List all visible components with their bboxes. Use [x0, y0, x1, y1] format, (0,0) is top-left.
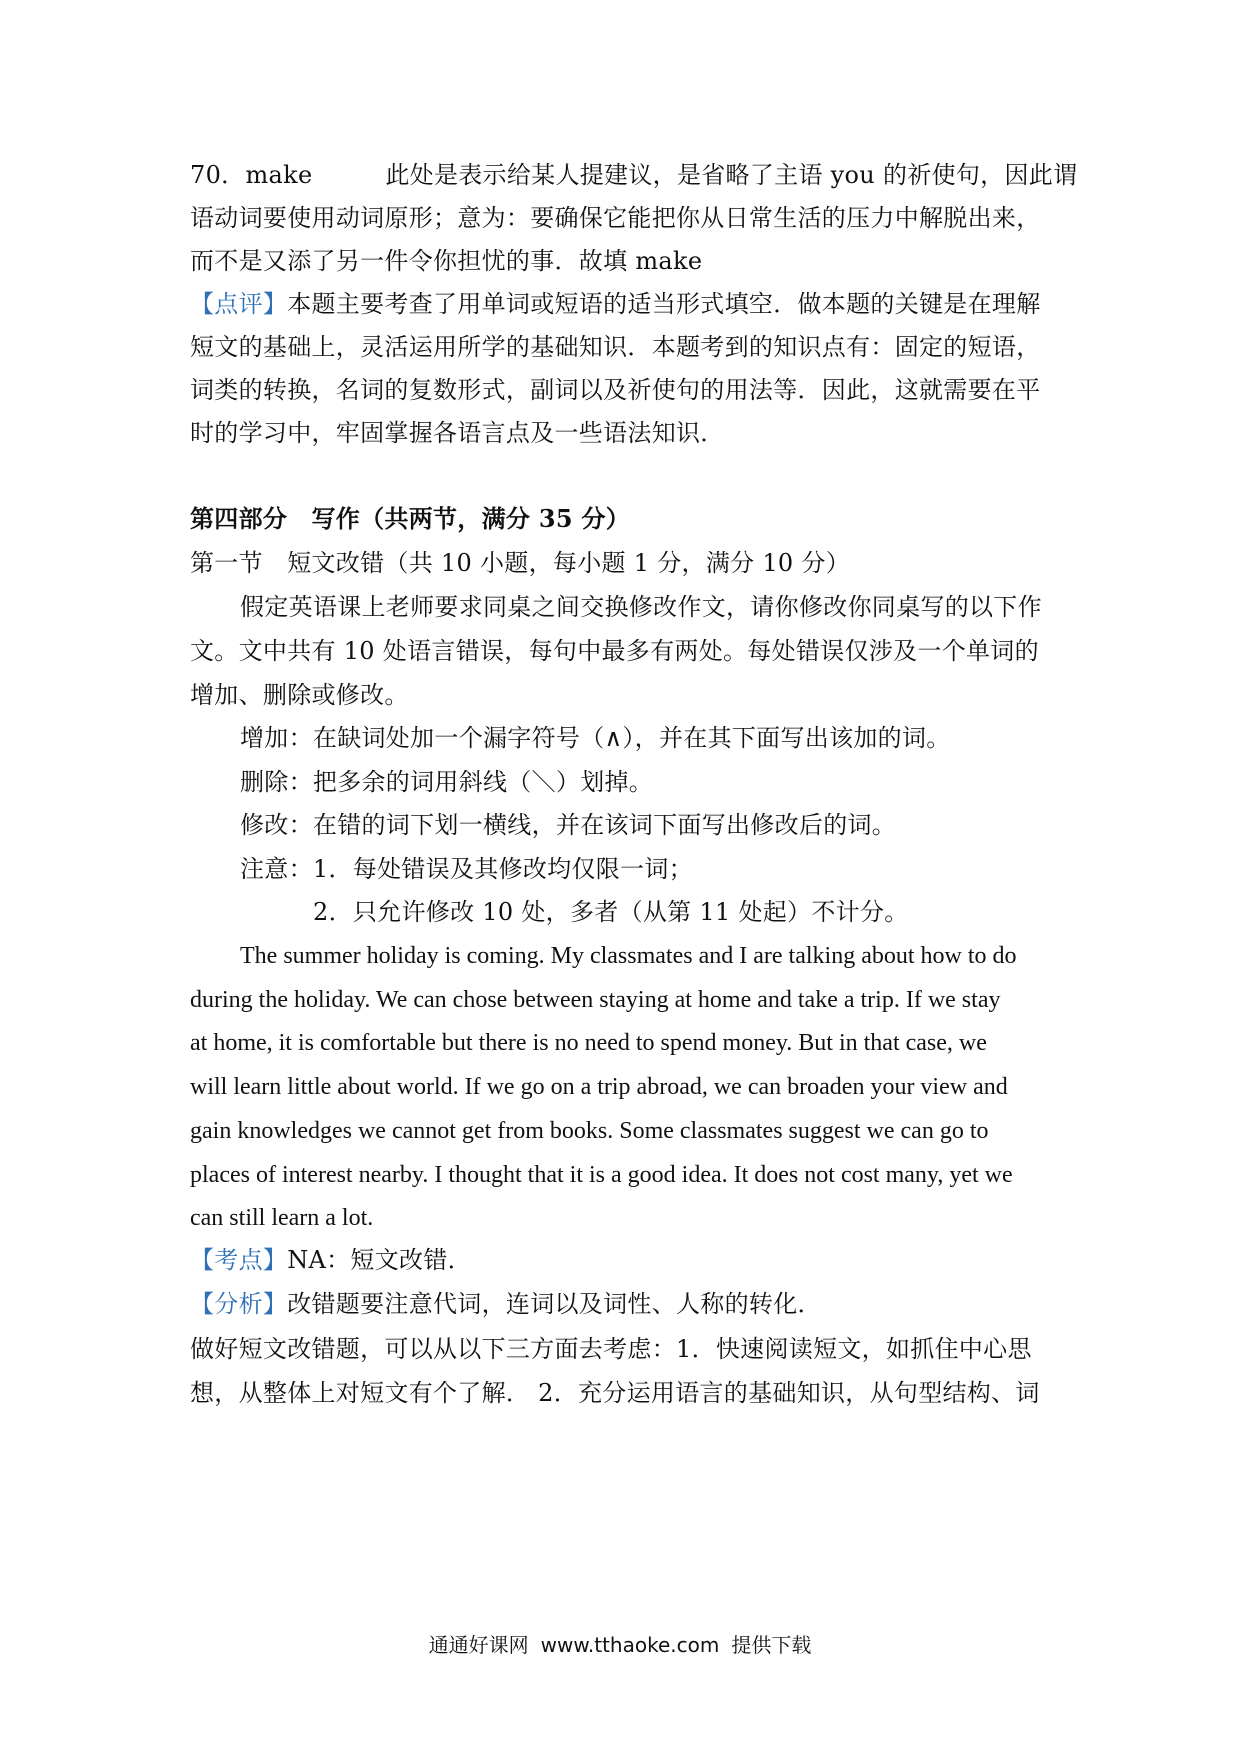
- note-line-1: 注意：1．每处错误及其修改均仅限一词；: [240, 855, 693, 883]
- passage-line-1: The summer holiday is coming. My classmates and I are talking about how to do: [240, 943, 1017, 969]
- q70-line-3: 而不是又添了另一件令你担忧的事．故填 make: [190, 247, 703, 275]
- review-text-1: 本题主要考查了用单词或短语的适当形式填空．做本题的关键是在理解: [287, 290, 1041, 318]
- instruction-modify: 修改：在错的词下划一横线，并在该词下面写出修改后的词。: [240, 811, 897, 839]
- kaodian-text: NA：短文改错．: [287, 1246, 472, 1274]
- intro-line-2: 文。文中共有 10 处语言错误，每句中最多有两处。每处错误仅涉及一个单词的: [190, 637, 1039, 665]
- intro-line-1: 假定英语课上老师要求同桌之间交换修改作文，请你修改你同桌写的以下作: [240, 593, 1042, 621]
- passage-line-3: at home, it is comfortable but there is no need to spend money. But in that case, we: [190, 1030, 987, 1056]
- fenxi-line-3: 想，从整体上对短文有个了解． 2．充分运用语言的基础知识，从句型结构、词: [190, 1379, 1040, 1407]
- review-line-2: 短文的基础上，灵活运用所学的基础知识．本题考到的知识点有：固定的短语，: [190, 333, 1041, 361]
- page-footer: [0, 1630, 1240, 1660]
- fenxi-tag: 【分析】: [190, 1290, 288, 1318]
- instruction-delete: 删除：把多余的词用斜线（＼）划掉。: [240, 768, 654, 796]
- section1-heading: 第一节 短文改错（共 10 小题，每小题 1 分，满分 10 分）: [190, 549, 851, 577]
- review-tag: 【点评】: [190, 290, 288, 318]
- q70-line-1: 70．make 此处是表示给某人提建议，是省略了主语 you 的祈使句，因此谓: [190, 161, 1078, 189]
- fenxi-line-2: 做好短文改错题，可以从以下三方面去考虑：1．快速阅读短文，如抓住中心思: [190, 1335, 1032, 1363]
- part4-heading: 第四部分 写作（共两节，满分 35 分）: [190, 504, 631, 533]
- passage-line-6: places of interest nearby. I thought that it is a good idea. It does not cost many, yet we: [190, 1162, 1013, 1188]
- footer-note: 提供下载: [731, 1633, 812, 1657]
- review-line-4: 时的学习中，牢固掌握各语言点及一些语法知识．: [190, 419, 725, 447]
- intro-line-3: 增加、删除或修改。: [190, 681, 409, 709]
- footer-url[interactable]: www.tthaoke.com: [540, 1633, 720, 1657]
- review-line-1: [190, 287, 1060, 321]
- kaodian-line: [190, 1243, 1060, 1277]
- footer-site-name: 通通好课网: [428, 1633, 529, 1657]
- note-line-2: 2．只允许修改 10 处，多者（从第 11 处起）不计分。: [313, 898, 909, 926]
- instruction-add: 增加：在缺词处加一个漏字符号（∧），并在其下面写出该加的词。: [240, 724, 951, 752]
- passage-line-2: during the holiday. We can chose between staying at home and take a trip. If we stay: [190, 987, 1001, 1013]
- passage-line-4: will learn little about world. If we go on a trip abroad, we can broaden your view and: [190, 1074, 1008, 1100]
- kaodian-tag: 【考点】: [190, 1246, 288, 1274]
- fenxi-line-1: [190, 1287, 1060, 1321]
- review-line-3: 词类的转换，名词的复数形式，副词以及祈使句的用法等．因此，这就需要在平: [190, 376, 1041, 404]
- passage-line-5: gain knowledges we cannot get from books. Some classmates suggest we can go to: [190, 1118, 989, 1144]
- passage-line-7: can still learn a lot.: [190, 1205, 374, 1231]
- fenxi-text: 改错题要注意代词，连词以及词性、人称的转化．: [287, 1290, 822, 1318]
- q70-line-2: 语动词要使用动词原形；意为：要确保它能把你从日常生活的压力中解脱出来，: [190, 204, 1041, 232]
